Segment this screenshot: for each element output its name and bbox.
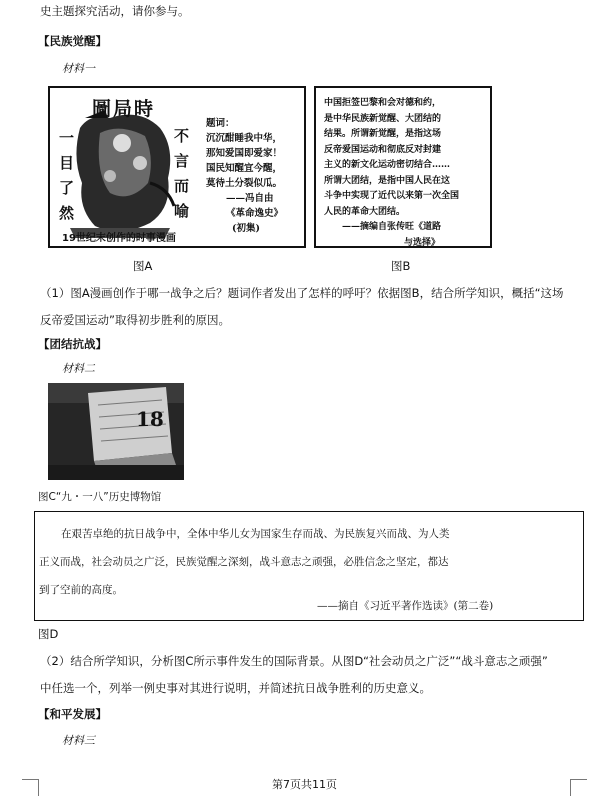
cartoon-title: 圖局時 <box>92 98 156 120</box>
figure-b-text: 中国拒签巴黎和会对德和约， 是中华民族新觉醒、大团结的 结果。所谓新觉醒，是指这场 反帝爱国运动和彻底反对封建 主义的新文化运动密切结合…… 所谓大团结，是指中国人民在这 斗争中实现了近代以来第一次全国 人民的革命大团结。 ——摘编自张传旺《道路 与选择》 <box>324 98 460 248</box>
material-label: 材料二 <box>62 362 95 375</box>
question-2: （2）结合所学知识，分析图C所示事件发生的国际背景。从图D“社会动员之广泛”“战斗意志之顽强” 中任选一个，列举一例史事对其进行说明，并简述抗日战争胜利的历史意义。 <box>40 654 548 695</box>
crop-mark <box>22 779 39 796</box>
material-label: 材料三 <box>62 734 95 747</box>
section-heading: 【民族觉醒】 <box>38 34 107 48</box>
cartoon-right-caption: 不 言 而 喻 <box>174 127 190 220</box>
figure-d-label: 图D <box>38 627 59 641</box>
poem-block: 题词： 沉沉酣睡我中华， 那知爱国即爱家！ 国民知醒宜今醒， 莫待土分裂似瓜。 ——冯自由 《革命逸史》 (初集) <box>206 118 284 234</box>
figure-d-box <box>34 511 584 621</box>
question-1: （1）图A漫画创作于哪一战争之后？题词作者发出了怎样的呼吁？依据图B，结合所学知识，概括“这场 反帝爱国运动”取得初步胜利的原因。 <box>40 286 564 327</box>
calendar-number: 18 <box>136 407 164 431</box>
figure-a <box>48 86 306 248</box>
intro-text: 史主题探究活动，请你参与。 <box>40 4 190 18</box>
figure-a-label: 图A <box>133 259 153 273</box>
figure-c-photo <box>48 383 184 480</box>
figure-c-caption: 图C“九・一八”历史博物馆 <box>38 491 162 503</box>
cartoon-inner-caption: 19世纪末创作的时事漫画 <box>62 233 176 244</box>
material-label: 材料一 <box>62 62 95 75</box>
section-heading: 【团结抗战】 <box>38 337 107 351</box>
figure-d-credit: ——摘自《习近平著作选读》(第二卷) <box>317 600 494 612</box>
section-heading: 【和平发展】 <box>38 707 107 721</box>
page-footer: 第7页共11页 <box>272 778 337 791</box>
cartoon-left-caption: 一 目 了 然 <box>59 129 75 222</box>
crop-mark <box>570 779 587 796</box>
museum-building-image <box>48 383 184 480</box>
figure-b-label: 图B <box>391 259 411 273</box>
figure-b <box>314 86 492 248</box>
figure-d-text: 在艰苦卓绝的抗日战争中，全体中华儿女为国家生存而战、为民族复兴而战、为人类 正义而战，社会动员之广泛，民族觉醒之深刻，战斗意志之顽强，必胜信念之坚定，都达 到了空前的高度。 <box>39 528 450 596</box>
